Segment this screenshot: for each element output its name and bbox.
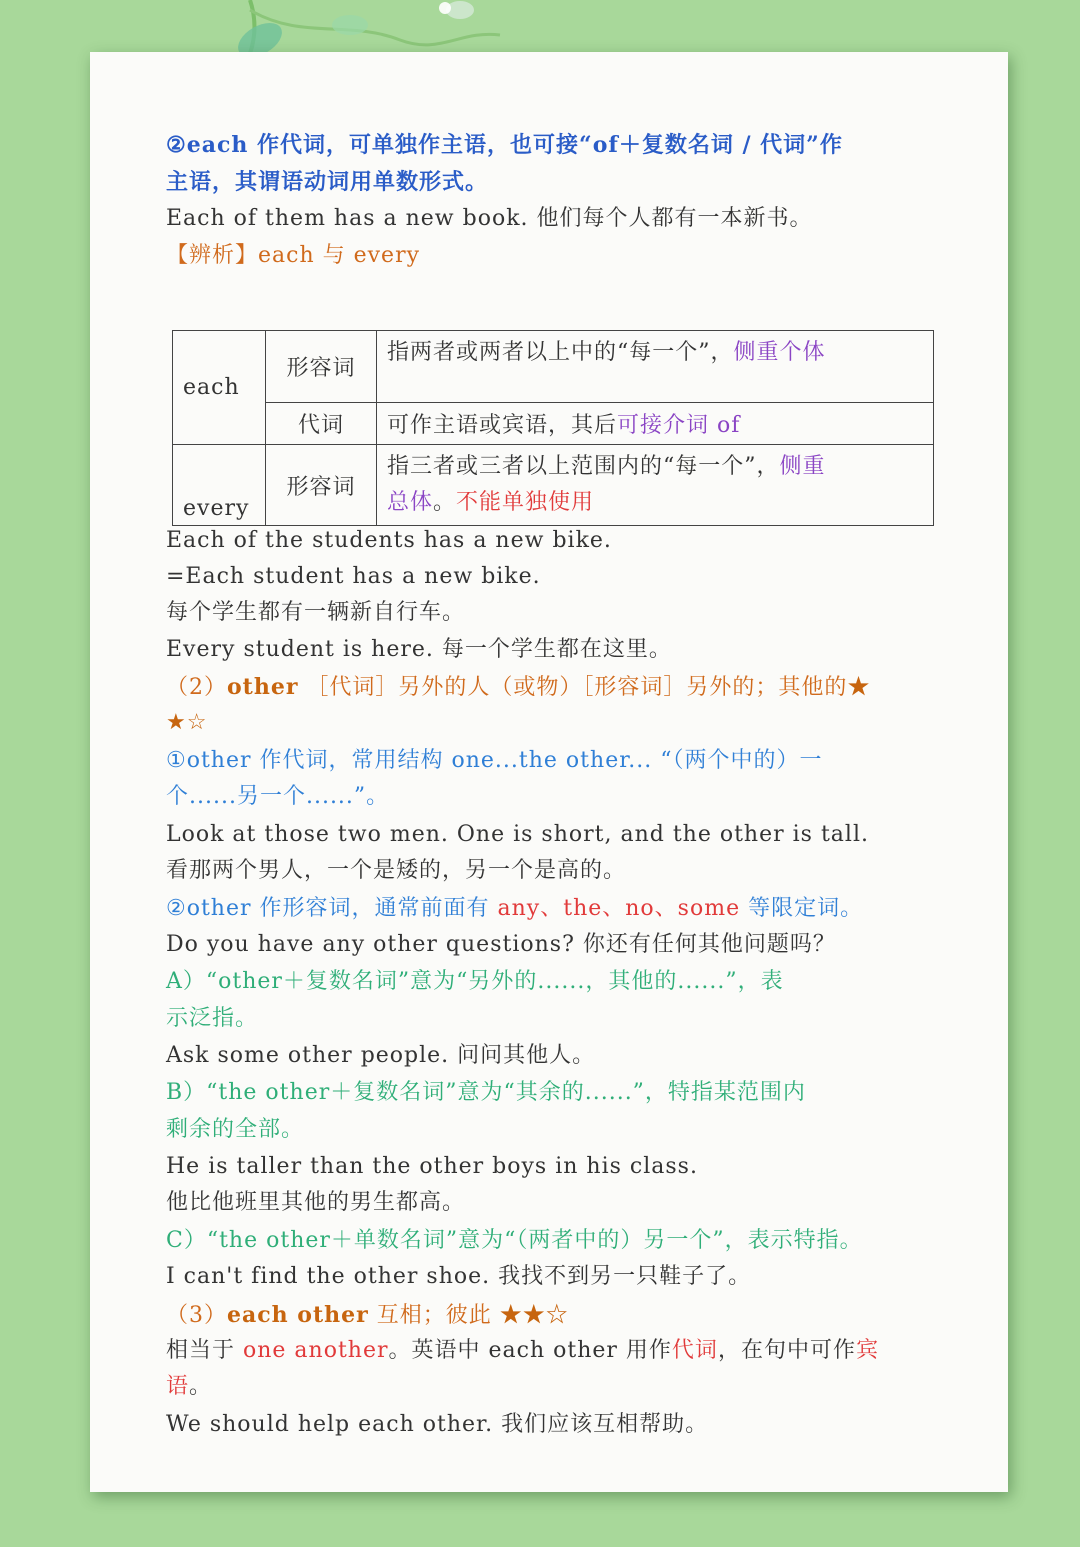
table-word-each: each bbox=[173, 331, 266, 445]
example-line: I can't find the other shoe. 我找不到另一只鞋子了。 bbox=[166, 1264, 752, 1289]
other-heading: （2）other ［代词］另外的人（或物）［形容词］另外的；其他的★ bbox=[166, 674, 871, 700]
paper-sheet bbox=[90, 52, 1008, 1492]
example-line: 看那两个男人，一个是矮的，另一个是高的。 bbox=[166, 858, 627, 883]
rule-c: C）“the other＋单数名词”意为“（两者中的）另一个”，表示特指。 bbox=[166, 1228, 863, 1253]
example-line: =Each student has a new bike. bbox=[166, 564, 541, 589]
rule-b: B）“the other＋复数名词”意为“其余的......”，特指某范围内 bbox=[166, 1080, 806, 1105]
each-other-heading: （3）each other 互相；彼此 ★★☆ bbox=[166, 1302, 569, 1328]
example-line: He is taller than the other boys in his class. bbox=[166, 1154, 698, 1179]
each-pronoun-title: ②each 作代词，可单独作主语，也可接“of＋复数名词 / 代词”作 bbox=[166, 132, 843, 158]
each-pronoun-title-cont: 主语，其谓语动词用单数形式。 bbox=[166, 169, 489, 195]
example-line: Do you have any other questions? 你还有任何其他问题吗？ bbox=[166, 932, 836, 957]
other-pronoun-rule: ①other 作代词，常用结构 one...the other... “（两个中的）一 bbox=[166, 748, 823, 773]
example-line: Every student is here. 每一个学生都在这里。 bbox=[166, 637, 672, 662]
star-rating-icon: ★ bbox=[847, 675, 871, 700]
rule-a-cont: 示泛指。 bbox=[166, 1006, 259, 1031]
table-pos: 形容词 bbox=[266, 331, 377, 403]
star-rating-icon: ★★☆ bbox=[499, 1303, 569, 1328]
example-line: 他比他班里其他的男生都高。 bbox=[166, 1190, 466, 1215]
rule-a: A）“other＋复数名词”意为“另外的......，其他的......”，表 bbox=[166, 969, 784, 994]
table-word-every: every bbox=[173, 445, 266, 526]
other-pronoun-rule-cont: 个......另一个......”。 bbox=[166, 784, 390, 809]
table-desc: 指三者或三者以上范围内的“每一个”，侧重 总体。不能单独使用 bbox=[377, 445, 934, 526]
example-line: We should help each other. 我们应该互相帮助。 bbox=[166, 1412, 709, 1437]
example-line: 每个学生都有一辆新自行车。 bbox=[166, 600, 466, 625]
each-every-comparison-table bbox=[172, 330, 934, 526]
example-line: Each of the students has a new bike. bbox=[166, 528, 612, 553]
table-pos: 形容词 bbox=[266, 445, 377, 526]
example-each-them: Each of them has a new book. 他们每个人都有一本新书。 bbox=[166, 206, 813, 231]
table-desc: 可作主语或宾语，其后可接介词 of bbox=[377, 403, 934, 445]
each-other-explanation-cont: 语。 bbox=[166, 1374, 213, 1399]
other-adjective-rule: ②other 作形容词，通常前面有 any、the、no、some 等限定词。 bbox=[166, 896, 864, 921]
rule-b-cont: 剩余的全部。 bbox=[166, 1117, 305, 1142]
table-desc: 指两者或两者以上中的“每一个”，侧重个体 bbox=[377, 331, 934, 403]
table-pos: 代词 bbox=[266, 403, 377, 445]
analysis-label: 【辨析】each 与 every bbox=[166, 243, 421, 268]
each-other-explanation: 相当于 one another。英语中 each other 用作代词，在句中可作宾 bbox=[166, 1338, 879, 1363]
example-line: Look at those two men. One is short, and the other is tall. bbox=[166, 822, 869, 847]
example-line: Ask some other people. 问问其他人。 bbox=[166, 1043, 596, 1068]
star-rating-icon: ★☆ bbox=[166, 710, 208, 735]
